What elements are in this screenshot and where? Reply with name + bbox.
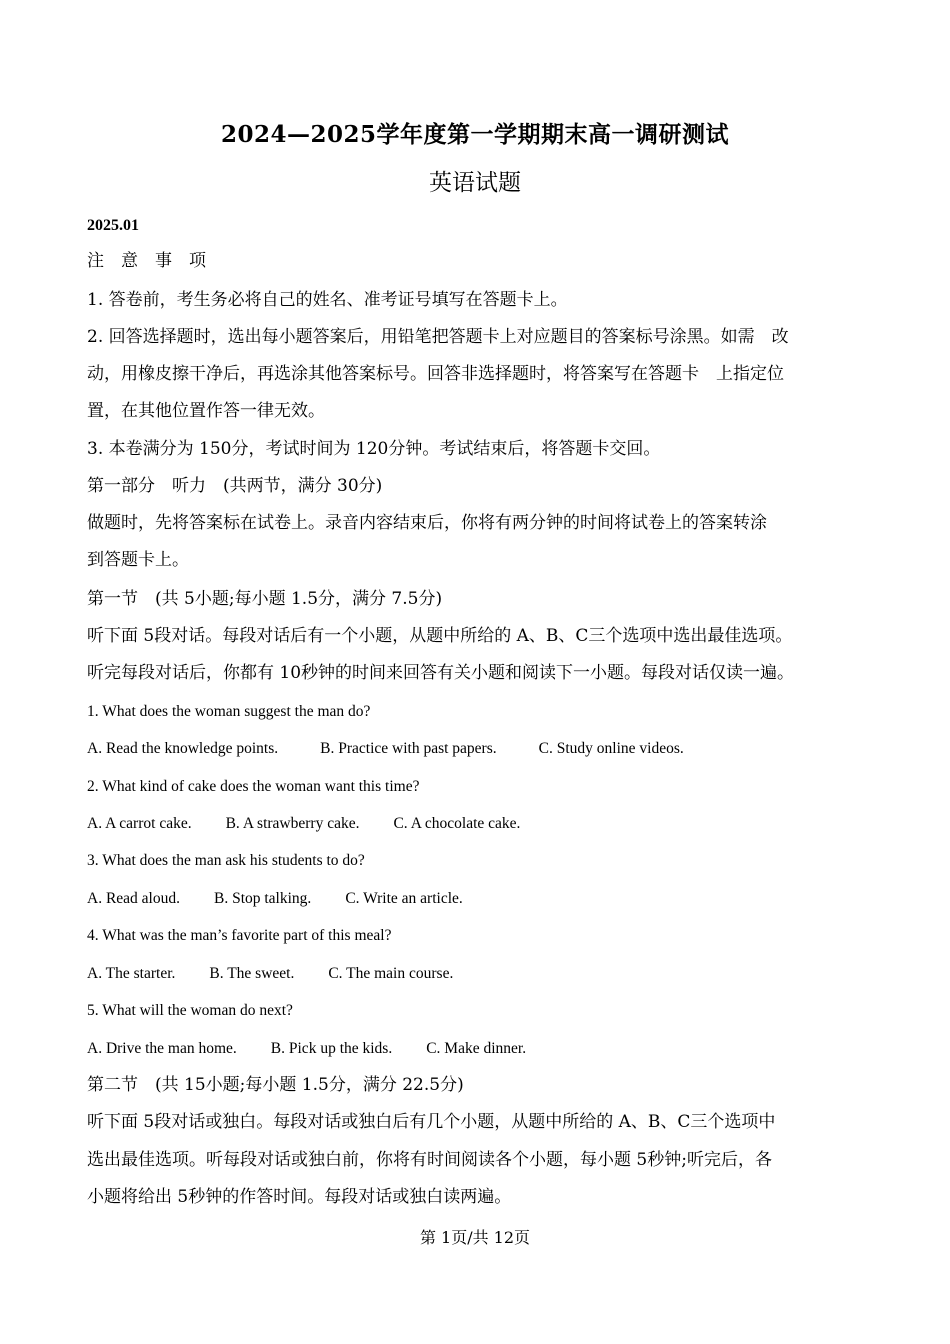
option-a[interactable]: A. A carrot cake.: [87, 815, 192, 832]
note-item-1: 1. 答卷前，考生务必将自己的姓名、准考证号填写在答题卡上。: [87, 290, 568, 310]
question-5: 5. What will the woman do next?: [87, 1002, 293, 1019]
exam-title: 2024—2025学年度第一学期期末高一调研测试: [220, 121, 730, 148]
question-4: 4. What was the man’s favorite part of this meal?: [87, 927, 392, 944]
note-item-2-line-1: 2. 回答选择题时，选出每小题答案后，用铅笔把答题卡上对应题目的答案标号涂黑。如需 改: [87, 327, 789, 347]
exam-subtitle: 英语试题: [429, 170, 521, 196]
question-3-options: [87, 888, 887, 910]
option-a[interactable]: A. The starter.: [87, 965, 176, 982]
option-c[interactable]: C. The main course.: [328, 965, 454, 982]
note-item-3: 3. 本卷满分为 150分，考试时间为 120分钟。考试结束后，将答题卡交回。: [87, 439, 661, 459]
section1-intro-line-2: 听完每段对话后，你都有 10秒钟的时间来回答有关小题和阅读下一小题。每段对话仅读一遍。: [87, 663, 795, 683]
question-4-options: [87, 963, 887, 985]
exam-date: 2025.01: [87, 217, 139, 234]
question-2: 2. What kind of cake does the woman want this time?: [87, 778, 420, 795]
option-c[interactable]: C. A chocolate cake.: [393, 815, 521, 832]
option-b[interactable]: B. Pick up the kids.: [270, 1040, 393, 1057]
option-b[interactable]: B. The sweet.: [209, 965, 295, 982]
option-a[interactable]: A. Read aloud.: [87, 890, 180, 907]
option-c[interactable]: C. Write an article.: [345, 890, 463, 907]
option-b[interactable]: B. Stop talking.: [213, 890, 312, 907]
part1-intro-line-2: 到答题卡上。: [87, 550, 189, 570]
question-3: 3. What does the man ask his students to do?: [87, 852, 365, 869]
notes-heading: 注 意 事 项: [87, 251, 206, 271]
section2-heading: 第二节 (共 15小题;每小题 1.5分，满分 22.5分): [87, 1075, 464, 1095]
part1-heading: 第一部分 听力 (共两节，满分 30分): [87, 476, 383, 496]
section1-intro-line-1: 听下面 5段对话。每段对话后有一个小题，从题中所给的 A、B、C三个选项中选出最佳选项。: [87, 626, 793, 646]
section2-intro-line-3: 小题将给出 5秒钟的作答时间。每段对话或独白读两遍。: [87, 1187, 512, 1207]
option-c[interactable]: C. Make dinner.: [426, 1040, 527, 1057]
option-b[interactable]: B. Practice with past papers.: [320, 740, 497, 757]
option-c[interactable]: C. Study online videos.: [538, 740, 684, 757]
section1-heading: 第一节 (共 5小题;每小题 1.5分，满分 7.5分): [87, 589, 443, 609]
section2-intro-line-1: 听下面 5段对话或独白。每段对话或独白后有几个小题，从题中所给的 A、B、C三个选项中: [87, 1112, 776, 1132]
section2-intro-line-2: 选出最佳选项。听每段对话或独白前，你将有时间阅读各个小题，每小题 5秒钟;听完后，各: [87, 1150, 772, 1170]
option-a[interactable]: A. Drive the man home.: [87, 1040, 237, 1057]
note-item-2-line-3: 置，在其他位置作答一律无效。: [87, 401, 325, 421]
note-item-2-line-2: 动，用橡皮擦干净后，再选涂其他答案标号。回答非选择题时，将答案写在答题卡 上指定位: [87, 364, 784, 384]
question-2-options: [87, 813, 887, 835]
page-number: 第 1页/共 12页: [419, 1228, 531, 1247]
question-1: 1. What does the woman suggest the man do?: [87, 703, 371, 720]
question-5-options: [87, 1038, 887, 1060]
question-1-options: [87, 738, 887, 760]
part1-intro-line-1: 做题时，先将答案标在试卷上。录音内容结束后，你将有两分钟的时间将试卷上的答案转涂: [87, 513, 767, 533]
option-b[interactable]: B. A strawberry cake.: [225, 815, 360, 832]
option-a[interactable]: A. Read the knowledge points.: [87, 740, 279, 757]
